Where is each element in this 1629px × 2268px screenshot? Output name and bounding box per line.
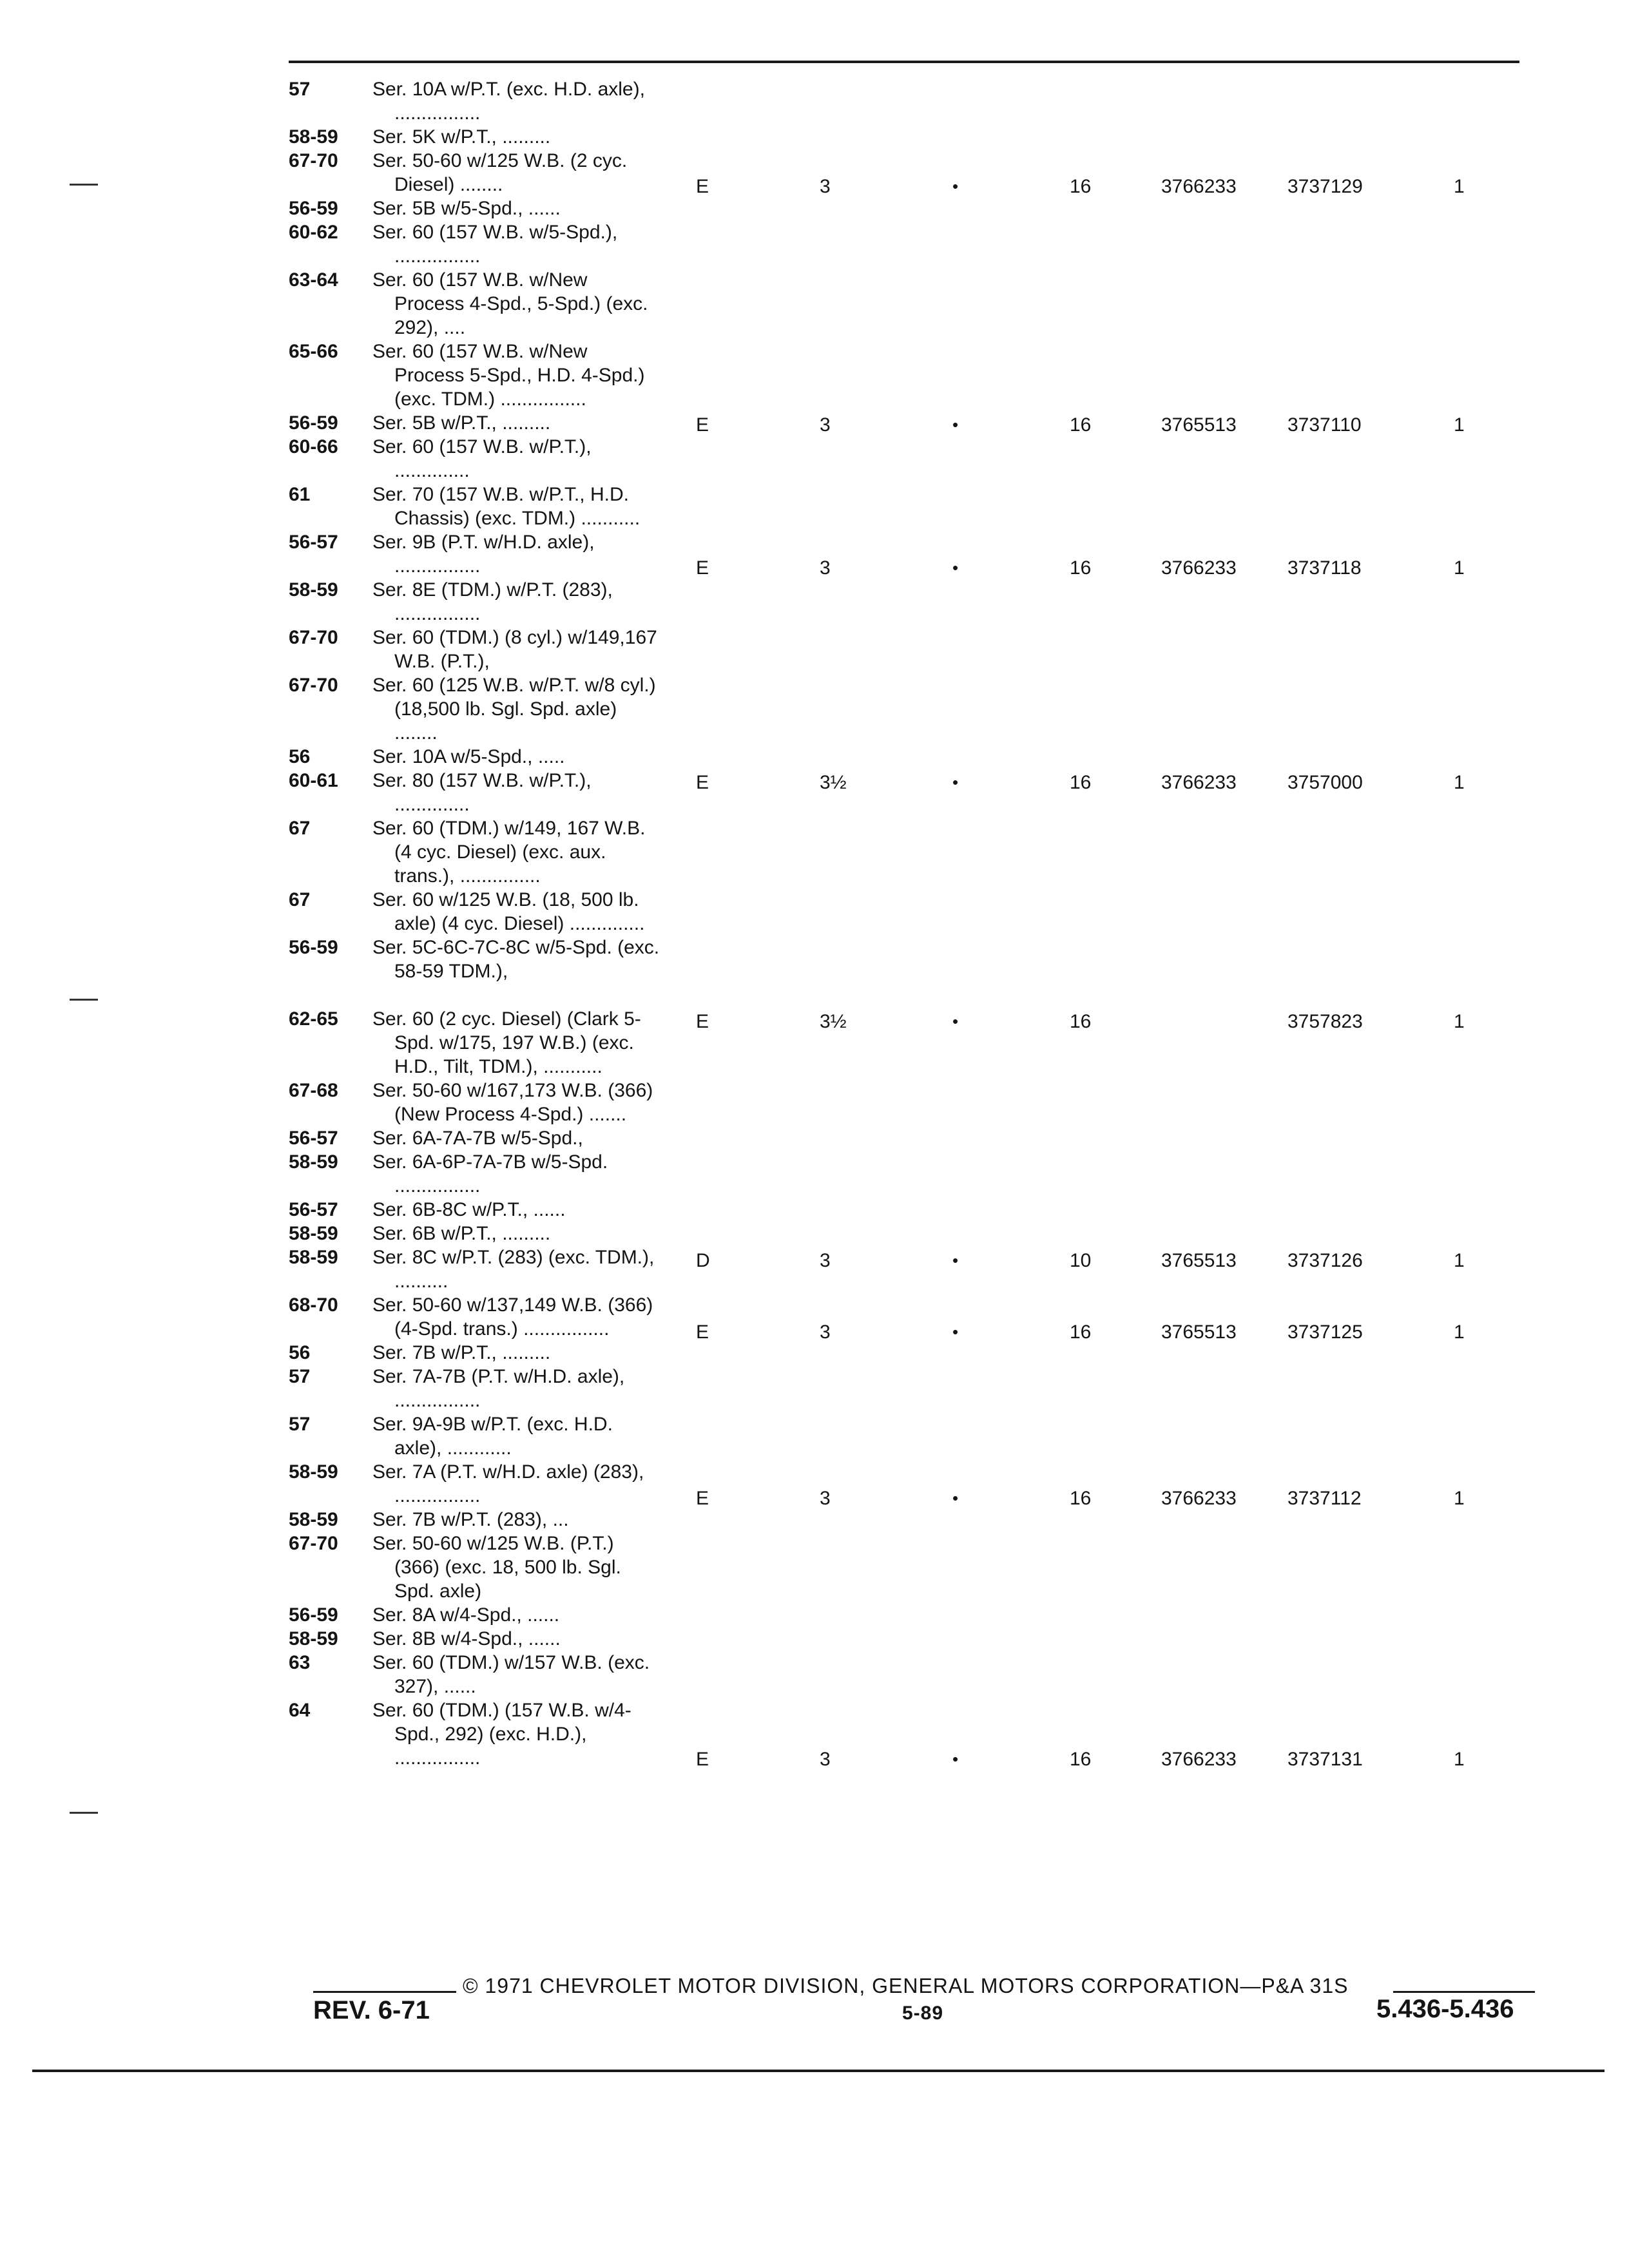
part-number-alt: 3737110: [1287, 414, 1362, 436]
application-description: Ser. 50-60 w/137,149 W.B. (366) (4-Spd. trans.) ................: [372, 1294, 653, 1340]
section-number: 5.436-5.436: [1376, 1995, 1514, 2023]
model-years: 58-59: [289, 1247, 338, 1268]
application-entry: [289, 1150, 662, 1198]
margin-mark: [70, 1812, 98, 1814]
application-entry: [289, 340, 662, 411]
model-years: 56-57: [289, 1128, 338, 1149]
model-years: 56-59: [289, 937, 338, 958]
bullet-mark: •: [952, 1749, 959, 1769]
count-value: 1: [1454, 557, 1465, 579]
application-description: Ser. 60 (157 W.B. w/New Process 5-Spd., H.D. 4-Spd.) (exc. TDM.) ................: [372, 341, 645, 410]
application-description: Ser. 7B w/P.T. (283), ...: [372, 1509, 569, 1530]
part-number: 3765513: [1161, 414, 1237, 436]
application-entry: [289, 197, 662, 220]
quantity: 3: [820, 414, 831, 436]
part-type: D: [696, 1250, 710, 1271]
application-entry: [289, 936, 662, 983]
part-number: 3766233: [1161, 1488, 1237, 1509]
application-entry: [289, 1341, 662, 1365]
model-years: 56-57: [289, 532, 338, 553]
application-description: Ser. 60 (157 W.B. w/New Process 4-Spd., 5-Spd.) (exc. 292), ....: [372, 269, 648, 338]
revision-label: REV. 6-71: [313, 1996, 430, 2024]
part-type: E: [696, 557, 709, 579]
application-description: Ser. 50-60 w/125 W.B. (P.T.) (366) (exc. 18, 500 lb. Sgl. Spd. axle): [372, 1533, 621, 1602]
part-type: E: [696, 414, 709, 436]
model-years: 56-59: [289, 198, 338, 219]
model-years: 56-57: [289, 1199, 338, 1220]
application-description: Ser. 5B w/5-Spd., ......: [372, 198, 561, 219]
application-entry: [289, 1412, 662, 1460]
size-value: 16: [1070, 1321, 1092, 1343]
bullet-mark: •: [952, 177, 959, 196]
size-value: 16: [1070, 1011, 1092, 1032]
model-years: 57: [289, 1414, 311, 1435]
application-entry: [289, 1603, 662, 1627]
application-description: Ser. 60 (125 W.B. w/P.T. w/8 cyl.) (18,500 lb. Sgl. Spd. axle) ........: [372, 675, 656, 744]
count-value: 1: [1454, 1011, 1465, 1032]
part-number: 3766233: [1161, 176, 1237, 197]
model-years: 57: [289, 79, 311, 100]
size-value: 16: [1070, 772, 1092, 793]
application-entry: [289, 1532, 662, 1603]
bullet-mark: •: [952, 1488, 959, 1508]
page-number: 5-89: [902, 2003, 944, 2024]
parts-row: [0, 175, 1629, 198]
application-description: Ser. 60 (157 W.B. w/P.T.), ..............: [372, 436, 592, 481]
quantity: 3: [820, 1321, 831, 1343]
model-years: 58-59: [289, 126, 338, 148]
part-number-alt: 3757823: [1287, 1011, 1363, 1032]
application-description: Ser. 5B w/P.T., .........: [372, 412, 551, 434]
model-years: 58-59: [289, 1509, 338, 1530]
application-description: Ser. 8C w/P.T. (283) (exc. TDM.), ..........: [372, 1247, 655, 1292]
part-number-alt: 3737125: [1287, 1321, 1363, 1343]
quantity: 3: [820, 1749, 831, 1770]
application-description: Ser. 5C-6C-7C-8C w/5-Spd. (exc. 58-59 TDM.),: [372, 937, 660, 982]
margin-mark: [70, 999, 98, 1001]
model-years: 67-70: [289, 627, 338, 648]
application-description: Ser. 60 (2 cyc. Diesel) (Clark 5-Spd. w/175, 197 W.B.) (exc. H.D., Tilt, TDM.), ...........: [372, 1008, 641, 1077]
application-description: Ser. 7A (P.T. w/H.D. axle) (283), ................: [372, 1461, 644, 1506]
application-description: Ser. 8E (TDM.) w/P.T. (283), ................: [372, 579, 613, 624]
size-value: 16: [1070, 557, 1092, 579]
model-years: 60-62: [289, 222, 338, 243]
application-description: Ser. 60 (TDM.) (157 W.B. w/4-Spd., 292) (exc. H.D.), ................: [372, 1700, 631, 1769]
application-description: Ser. 60 (TDM.) w/157 W.B. (exc. 327), ......: [372, 1652, 650, 1697]
bottom-rule: [32, 2070, 1605, 2072]
application-description: Ser. 9B (P.T. w/H.D. axle), ................: [372, 532, 595, 577]
model-years: 67: [289, 889, 311, 910]
bullet-mark: •: [952, 415, 959, 434]
parts-row: [0, 413, 1629, 437]
size-value: 10: [1070, 1250, 1092, 1271]
part-number: 3766233: [1161, 557, 1237, 579]
quantity: 3: [820, 176, 831, 197]
count-value: 1: [1454, 1488, 1465, 1509]
parts-row: [0, 1486, 1629, 1510]
application-description: Ser. 60 w/125 W.B. (18, 500 lb. axle) (4 cyc. Diesel) ..............: [372, 889, 645, 934]
model-years: 58-59: [289, 1151, 338, 1173]
top-rule: [289, 61, 1519, 63]
model-years: 56: [289, 1342, 311, 1363]
part-type: E: [696, 1321, 709, 1343]
application-entry: [289, 626, 662, 673]
count-value: 1: [1454, 1250, 1465, 1271]
bullet-mark: •: [952, 558, 959, 577]
application-entry: [289, 483, 662, 530]
part-number-alt: 3737118: [1287, 557, 1362, 579]
application-description: Ser. 6A-6P-7A-7B w/5-Spd. ................: [372, 1151, 608, 1196]
quantity: 3: [820, 1250, 831, 1271]
quantity: 3½: [820, 1011, 847, 1032]
application-description: Ser. 10A w/P.T. (exc. H.D. axle), ................: [372, 79, 645, 124]
application-list: [289, 77, 662, 1770]
model-years: 62-65: [289, 1008, 338, 1030]
application-entry: [289, 1198, 662, 1222]
model-years: 63: [289, 1652, 311, 1673]
count-value: 1: [1454, 414, 1465, 436]
model-years: 56: [289, 746, 311, 767]
application-description: Ser. 8B w/4-Spd., ......: [372, 1628, 561, 1649]
size-value: 16: [1070, 414, 1092, 436]
bullet-mark: •: [952, 1251, 959, 1270]
part-number-alt: 3737131: [1287, 1749, 1363, 1770]
parts-row: [0, 1010, 1629, 1033]
footer-right-rule: [1393, 1991, 1535, 1993]
application-entry: [289, 220, 662, 268]
application-description: Ser. 60 (157 W.B. w/5-Spd.), ................: [372, 222, 618, 267]
count-value: 1: [1454, 772, 1465, 793]
part-type: E: [696, 1488, 709, 1509]
part-type: E: [696, 772, 709, 793]
quantity: 3: [820, 557, 831, 579]
application-entry: [289, 77, 662, 125]
size-value: 16: [1070, 176, 1092, 197]
part-number: 3766233: [1161, 772, 1237, 793]
quantity: 3: [820, 1488, 831, 1509]
model-years: 56-59: [289, 1604, 338, 1626]
model-years: 64: [289, 1700, 311, 1721]
application-description: Ser. 50-60 w/125 W.B. (2 cyc. Diesel) ........: [372, 150, 628, 195]
parts-row: [0, 1747, 1629, 1771]
application-entry: [289, 1222, 662, 1245]
part-type: E: [696, 176, 709, 197]
application-entry: [289, 1651, 662, 1698]
parts-row: [0, 1249, 1629, 1273]
application-entry: [289, 1365, 662, 1412]
model-years: 67-68: [289, 1080, 338, 1101]
model-years: 58-59: [289, 579, 338, 601]
application-entry: [289, 1126, 662, 1150]
footer-left-rule: [313, 1991, 456, 1993]
application-entry: [289, 1508, 662, 1532]
application-description: Ser. 10A w/5-Spd., .....: [372, 746, 565, 767]
bullet-mark: •: [952, 1012, 959, 1031]
model-years: 67: [289, 818, 311, 839]
part-number-alt: 3737112: [1287, 1488, 1362, 1509]
application-description: Ser. 9A-9B w/P.T. (exc. H.D. axle), ............: [372, 1414, 613, 1459]
copyright-line: © 1971 CHEVROLET MOTOR DIVISION, GENERAL MOTORS CORPORATION—P&A 31S: [463, 1974, 1349, 1997]
model-years: 63-64: [289, 269, 338, 291]
part-number-alt: 3757000: [1287, 772, 1363, 793]
count-value: 1: [1454, 1321, 1465, 1343]
application-description: Ser. 70 (157 W.B. w/P.T., H.D. Chassis) (exc. TDM.) ...........: [372, 484, 641, 529]
model-years: 68-70: [289, 1294, 338, 1316]
application-description: Ser. 7A-7B (P.T. w/H.D. axle), ................: [372, 1366, 625, 1411]
size-value: 16: [1070, 1749, 1092, 1770]
application-entry: [289, 673, 662, 745]
application-description: Ser. 80 (157 W.B. w/P.T.), ..............: [372, 770, 592, 815]
application-description: Ser. 8A w/4-Spd., ......: [372, 1604, 560, 1626]
application-description: Ser. 7B w/P.T., .........: [372, 1342, 551, 1363]
model-years: 61: [289, 484, 311, 505]
model-years: 67-70: [289, 1533, 338, 1554]
application-entry: [289, 578, 662, 626]
quantity: 3½: [820, 772, 847, 793]
part-number: 3766233: [1161, 1749, 1237, 1770]
application-entry: [289, 745, 662, 769]
model-years: 58-59: [289, 1461, 338, 1483]
bullet-mark: •: [952, 773, 959, 792]
model-years: 58-59: [289, 1223, 338, 1244]
model-years: 60-61: [289, 770, 338, 791]
bullet-mark: •: [952, 1322, 959, 1341]
application-entry: [289, 1627, 662, 1651]
part-number-alt: 3737129: [1287, 176, 1363, 197]
model-years: 56-59: [289, 412, 338, 434]
application-entry: [289, 268, 662, 340]
application-description: Ser. 60 (TDM.) (8 cyl.) w/149,167 W.B. (P.T.),: [372, 627, 657, 672]
application-description: Ser. 6B w/P.T., .........: [372, 1223, 551, 1244]
part-number-alt: 3737126: [1287, 1250, 1363, 1271]
parts-row: [0, 556, 1629, 580]
model-years: 58-59: [289, 1628, 338, 1649]
application-entry: [289, 816, 662, 888]
model-years: 67-70: [289, 675, 338, 696]
application-description: Ser. 50-60 w/167,173 W.B. (366) (New Process 4-Spd.) .......: [372, 1080, 653, 1125]
model-years: 67-70: [289, 150, 338, 171]
parts-row: [0, 771, 1629, 794]
model-years: 60-66: [289, 436, 338, 457]
size-value: 16: [1070, 1488, 1092, 1509]
count-value: 1: [1454, 176, 1465, 197]
application-description: Ser. 6B-8C w/P.T., ......: [372, 1199, 566, 1220]
application-entry: [289, 125, 662, 149]
application-description: Ser. 6A-7A-7B w/5-Spd.,: [372, 1128, 583, 1149]
application-entry: [289, 1079, 662, 1126]
parts-row: [0, 1320, 1629, 1344]
application-entry: [289, 888, 662, 936]
part-type: E: [696, 1749, 709, 1770]
part-number: 3765513: [1161, 1321, 1237, 1343]
application-description: Ser. 60 (TDM.) w/149, 167 W.B. (4 cyc. Diesel) (exc. aux. trans.), ...............: [372, 818, 646, 887]
model-years: 57: [289, 1366, 311, 1387]
application-description: Ser. 5K w/P.T., .........: [372, 126, 551, 148]
application-entry: [289, 435, 662, 483]
count-value: 1: [1454, 1749, 1465, 1770]
part-type: E: [696, 1011, 709, 1032]
part-number: 3765513: [1161, 1250, 1237, 1271]
model-years: 65-66: [289, 341, 338, 362]
